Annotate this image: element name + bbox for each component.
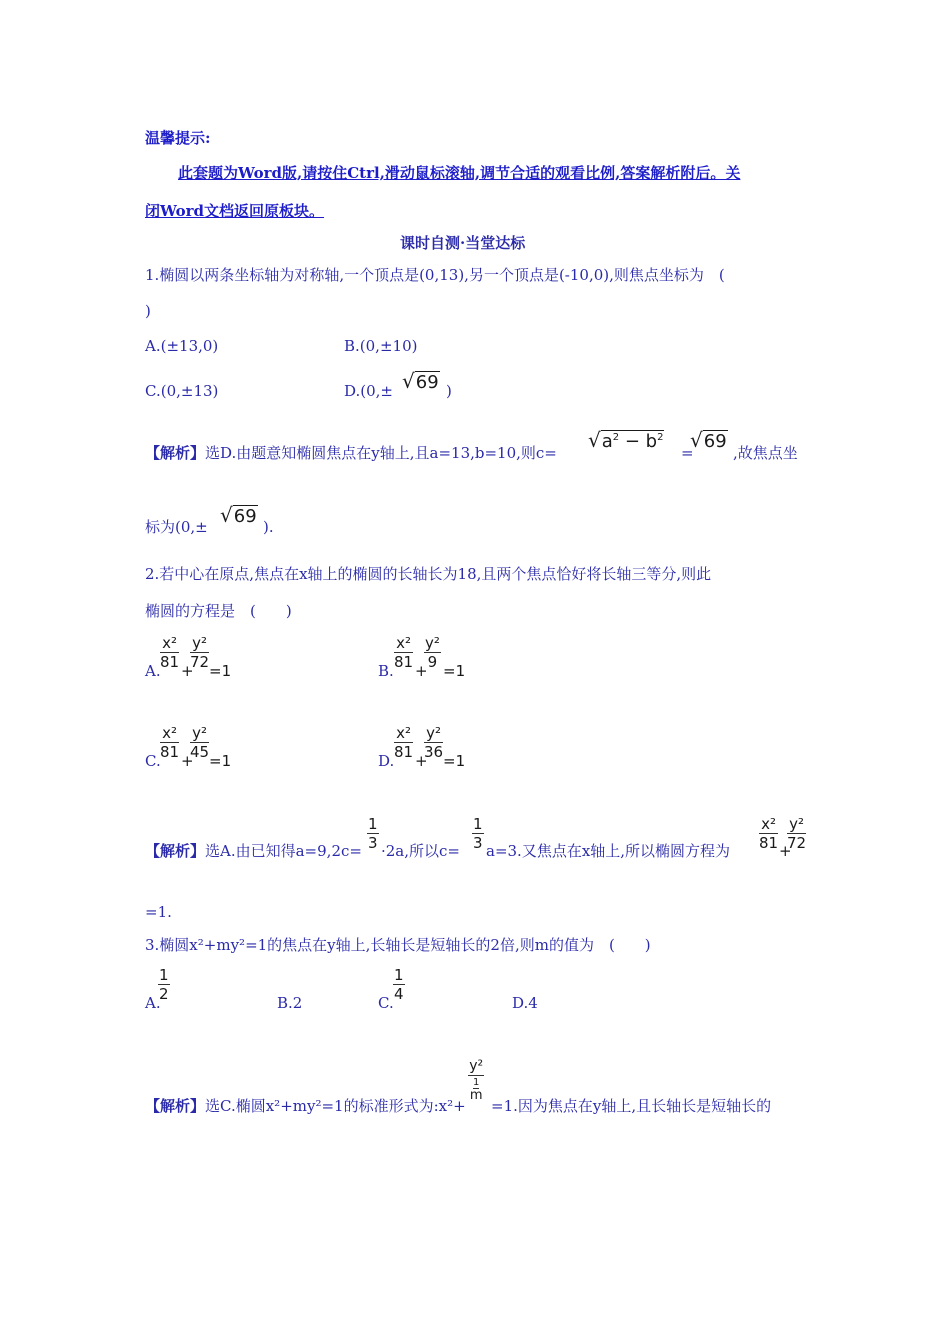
q1-analysis-text4: ). — [263, 518, 274, 536]
q2-option-d-eq: =1 — [443, 752, 466, 770]
q1-analysis-line1 — [145, 443, 557, 463]
q2-option-a-frac1: $\frac{\text{x²}}{81}$ — [160, 634, 180, 671]
q1-analysis-eq: = — [681, 444, 694, 462]
q2-option-d-label: D. — [378, 752, 395, 770]
q3-option-d: D.4 — [512, 994, 538, 1012]
q2-option-b-label: B. — [378, 662, 394, 680]
q1-option-b: B.(0,±10) — [344, 337, 418, 355]
q3-option-b: B.2 — [277, 994, 303, 1012]
q2-analysis-frac-1-3-a: $\frac{1}{3}$ — [368, 815, 378, 852]
q2-option-b-frac1: $\frac{\text{x²}}{81}$ — [394, 634, 414, 671]
q2-option-c-frac1: $\frac{\text{x²}}{81}$ — [160, 724, 180, 761]
q1-option-d-sqrt: √69 — [402, 369, 439, 393]
q3-option-a-label: A. — [145, 994, 161, 1012]
q2-analysis-text4: =1. — [145, 903, 172, 921]
q1-analysis-sqrt-a2-b2: $√a^2 - b^2$ — [588, 428, 664, 452]
q2-analysis-text2: ·2a,所以c= — [381, 842, 460, 860]
q1-analysis-text1: 选D.由题意知椭圆焦点在y轴上,且a=13,b=10,则c= — [205, 444, 557, 462]
q2-option-b-eq: =1 — [443, 662, 466, 680]
q3-analysis-line1: 【解析】选C.椭圆x²+my²=1的标准形式为:x²+ — [145, 1097, 466, 1115]
q1-analysis-text2: ,故焦点坐 — [733, 444, 798, 462]
q1-option-d-prefix: D.(0,± — [344, 382, 393, 400]
q1-option-d-radicand: 69 — [415, 372, 439, 393]
q3-option-c-frac: $\frac{1}{4}$ — [394, 966, 404, 1003]
q3-stem: 3.椭圆x²+my²=1的焦点在y轴上,长轴长是短轴长的2倍,则m的值为 ( ) — [145, 936, 651, 954]
q1-stem-line2: ) — [145, 302, 151, 320]
q2-stem-line1: 2.若中心在原点,焦点在x轴上的椭圆的长轴长为18,且两个焦点恰好将长轴三等分,则此 — [145, 565, 712, 583]
q2-option-a-frac2: $\frac{\text{y²}}{72}$ — [190, 634, 210, 671]
q2-option-c-frac2: $\frac{\text{y²}}{45}$ — [190, 724, 210, 761]
q2-analysis-text3: a=3.又焦点在x轴上,所以椭圆方程为 — [486, 842, 731, 860]
q2-analysis-plus: + — [779, 842, 792, 860]
q2-option-c-plus: + — [181, 752, 194, 770]
q2-option-d-frac2: $\frac{\text{y²}}{36}$ — [424, 724, 444, 761]
q2-option-a-eq: =1 — [209, 662, 232, 680]
tip-line-2[interactable]: 闭Word文档返回原板块。 — [145, 202, 325, 220]
q1-option-d — [344, 381, 393, 401]
q1-stem-line1: 1.椭圆以两条坐标轴为对称轴,一个顶点是(0,13),另一个顶点是(-10,0),则焦点坐标为 ( — [145, 266, 725, 284]
q2-analysis-frac-x2-81: $\frac{\text{x²}}{81}$ — [759, 815, 779, 852]
q1-analysis-sqrt-69-b: √69 — [220, 503, 257, 527]
q3-option-c-label: C. — [378, 994, 394, 1012]
tip-line-1[interactable]: 此套题为Word版,请按住Ctrl,滑动鼠标滚轴,调节合适的观看比例,答案解析附后。关 — [178, 164, 741, 182]
analysis-tag: 【解析】 — [145, 1097, 206, 1115]
q3-option-a-frac: $\frac{1}{2}$ — [159, 966, 169, 1003]
q3-analysis-compound-frac: y² 1 m — [469, 1058, 484, 1103]
q2-analysis-frac-1-3-b: $\frac{1}{3}$ — [473, 815, 483, 852]
q2-option-d-frac1: $\frac{\text{x²}}{81}$ — [394, 724, 414, 761]
q3-analysis-text2: =1.因为焦点在y轴上,且长轴长是短轴长的 — [491, 1097, 772, 1115]
q1-analysis-sqrt-69: √69 — [690, 428, 727, 452]
analysis-tag: 【解析】 — [145, 842, 206, 860]
q2-option-a-plus: + — [181, 662, 194, 680]
q2-option-b-frac2: $\frac{\text{y²}}{9}$ — [425, 634, 440, 671]
section-title: 课时自测·当堂达标 — [400, 234, 526, 252]
q2-stem-line2: 椭圆的方程是 ( ) — [145, 602, 292, 620]
q2-analysis-frac-y2-72: $\frac{\text{y²}}{72}$ — [787, 815, 807, 852]
q1-option-a: A.(±13,0) — [145, 337, 219, 355]
q2-option-c-eq: =1 — [209, 752, 232, 770]
q1-option-c: C.(0,±13) — [145, 382, 219, 400]
q2-analysis-line1: 【解析】选A.由已知得a=9,2c= — [145, 842, 362, 860]
q2-option-a-label: A. — [145, 662, 161, 680]
q2-option-c-label: C. — [145, 752, 161, 770]
tip-title: 温馨提示: — [145, 129, 211, 147]
q2-option-d-plus: + — [415, 752, 428, 770]
q1-analysis-text3: 标为(0,± — [145, 518, 208, 536]
q2-option-b-plus: + — [415, 662, 428, 680]
q1-option-d-suffix: ) — [446, 382, 452, 400]
analysis-tag: 【解析】 — [145, 444, 206, 462]
